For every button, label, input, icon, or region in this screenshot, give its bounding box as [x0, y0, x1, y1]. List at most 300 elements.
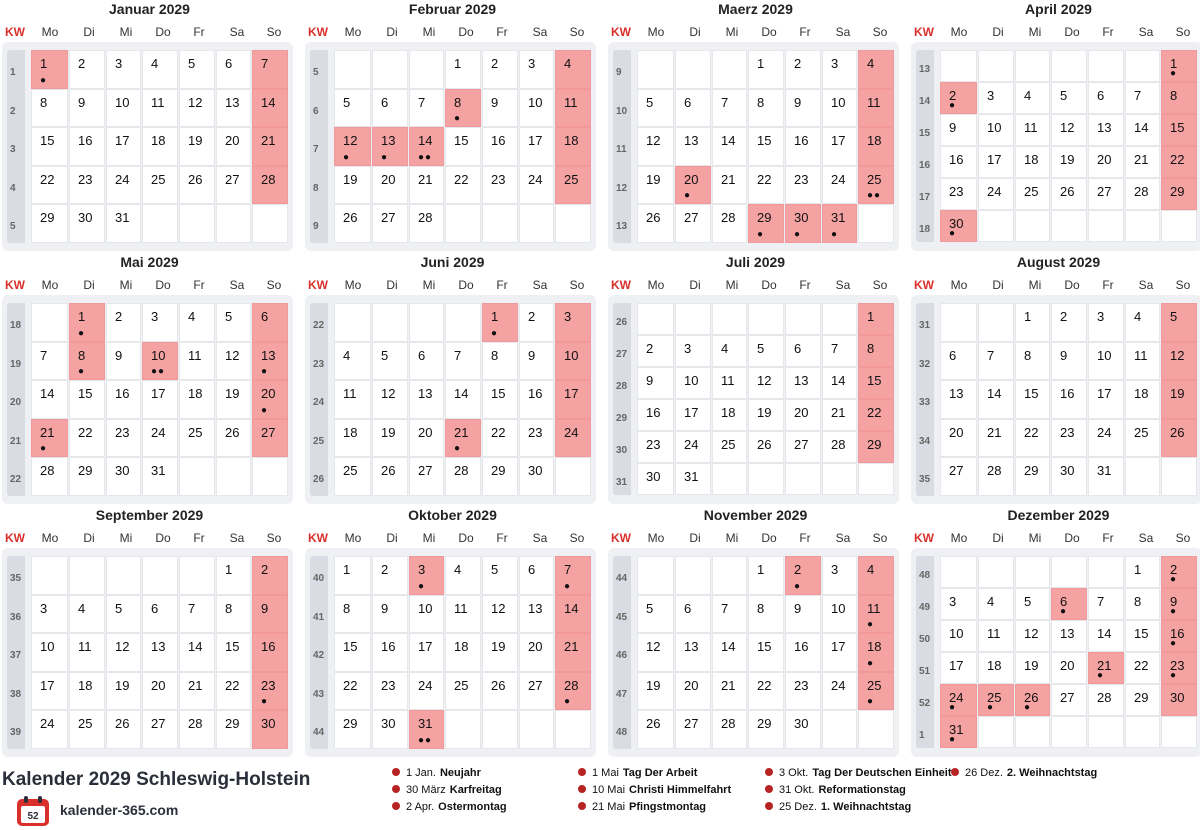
day-number: 15: [454, 133, 469, 148]
weekday-header: Di: [992, 25, 1004, 39]
holiday-dot-icon: ●: [1097, 670, 1105, 681]
day-cell: [675, 431, 711, 463]
week-number: 1: [10, 67, 16, 79]
day-cell: [216, 710, 251, 749]
day-number: 19: [188, 133, 203, 148]
holiday-dot-icon: ●: [1060, 606, 1068, 617]
week-number: 45: [616, 611, 628, 623]
day-number: 1: [454, 56, 462, 71]
day-number: 7: [454, 347, 462, 363]
day-cell: [1015, 716, 1050, 748]
day-number: 3: [528, 56, 536, 71]
day-cell: [637, 710, 674, 749]
week-number: 26: [313, 474, 325, 486]
day-number: 18: [867, 133, 882, 148]
holiday-dot-icon: ●: [454, 113, 462, 124]
weekday-header: Mi: [725, 25, 739, 39]
day-cell: [179, 127, 215, 166]
day-number: 2: [491, 56, 499, 71]
day-number: 2: [381, 562, 389, 577]
day-number: 22: [757, 171, 772, 187]
day-cell: [858, 633, 894, 672]
day-cell: [978, 178, 1014, 210]
day-cell: [142, 672, 178, 711]
day-cell: [252, 710, 288, 749]
day-cell: [1015, 556, 1050, 588]
week-number: 49: [919, 602, 931, 613]
day-number: 25: [151, 171, 166, 187]
day-cell: [555, 50, 591, 89]
day-cell: [69, 710, 105, 749]
legend-item: [765, 801, 911, 813]
day-number: 29: [867, 437, 882, 452]
day-cell: [372, 380, 408, 419]
day-cell: [940, 342, 977, 381]
day-number: 28: [188, 716, 203, 731]
day-cell: [1161, 178, 1197, 210]
week-number: 29: [616, 413, 628, 424]
day-cell: [978, 620, 1014, 652]
day-cell: [822, 431, 857, 463]
day-cell: [519, 342, 554, 381]
day-number: 1: [78, 309, 86, 324]
day-cell: [1161, 114, 1197, 146]
legend-date: 30 März: [406, 784, 446, 796]
day-number: 9: [949, 120, 957, 135]
week-number: 2: [10, 105, 16, 117]
day-number: 25: [343, 463, 358, 478]
kw-header: KW: [308, 278, 328, 292]
weekday-header: Mi: [422, 25, 436, 39]
day-number: 31: [115, 210, 130, 225]
day-cell: [1051, 716, 1087, 748]
legend-item: [578, 767, 697, 779]
day-number: 25: [721, 437, 736, 452]
day-number: 7: [1134, 88, 1142, 103]
weekday-header: Di: [83, 278, 95, 292]
weekday-header: Do: [458, 25, 474, 39]
day-number: 27: [151, 716, 166, 731]
day-cell: [858, 367, 894, 399]
day-cell: [409, 595, 444, 634]
day-number: 26: [1060, 184, 1075, 199]
month-9: [2, 506, 297, 759]
week-number: 24: [313, 397, 325, 409]
weekday-header: So: [872, 25, 888, 39]
day-number: 17: [564, 386, 579, 401]
holiday-dot-icon: ●: [1170, 606, 1178, 617]
day-number: 3: [418, 562, 426, 577]
day-cell: [675, 89, 711, 128]
day-cell: [1088, 210, 1124, 242]
day-number: 22: [1024, 424, 1039, 440]
day-cell: [106, 672, 141, 711]
day-cell: [1051, 380, 1087, 419]
day-number: 28: [987, 463, 1002, 478]
day-cell: [1051, 684, 1087, 716]
day-cell: [372, 166, 408, 205]
day-number: 17: [418, 639, 433, 654]
day-number: 28: [418, 210, 433, 225]
day-number: 19: [646, 171, 661, 187]
holiday-dot-icon: ●: [831, 228, 839, 240]
day-number: 30: [794, 716, 809, 731]
day-number: 10: [684, 373, 699, 388]
day-number: 21: [721, 677, 736, 693]
weekday-header: Di: [689, 531, 701, 545]
day-cell: [785, 595, 821, 634]
day-cell: [858, 595, 894, 634]
day-cell: [334, 50, 371, 89]
day-cell: [1051, 210, 1087, 242]
day-number: 26: [188, 171, 203, 187]
day-number: 23: [646, 437, 661, 452]
day-number: 2: [78, 56, 86, 71]
weekday-header: Mo: [950, 25, 968, 39]
day-cell: [748, 335, 784, 367]
month-8: [911, 253, 1200, 506]
day-number: 5: [115, 600, 123, 616]
day-cell: [142, 380, 178, 419]
day-cell: [445, 166, 481, 205]
day-cell: [372, 50, 408, 89]
week-number: 32: [919, 358, 931, 370]
day-number: 26: [1170, 424, 1185, 440]
day-cell: [409, 166, 444, 205]
month-title: Februar 2029: [408, 1, 497, 17]
day-cell: [1088, 82, 1124, 114]
day-cell: [216, 166, 251, 205]
day-cell: [748, 166, 784, 205]
day-number: 5: [646, 600, 654, 616]
day-number: 20: [225, 133, 240, 148]
day-number: 1: [1134, 562, 1142, 577]
day-cell: [555, 595, 591, 634]
weekday-header: So: [266, 25, 282, 39]
day-number: 30: [1170, 690, 1185, 705]
day-cell: [31, 672, 68, 711]
weekday-header: Fr: [1102, 278, 1114, 292]
day-number: 17: [831, 639, 846, 654]
kw-header: KW: [308, 25, 328, 39]
day-number: 25: [867, 677, 882, 693]
week-number: 25: [313, 435, 325, 447]
holiday-dot-icon: ●: [564, 580, 572, 592]
day-number: 28: [1134, 184, 1149, 199]
weekday-header: Di: [386, 25, 398, 39]
day-number: 3: [949, 594, 957, 609]
day-cell: [1015, 114, 1050, 146]
day-cell: [142, 556, 178, 595]
day-number: 26: [1024, 690, 1039, 705]
day-cell: [555, 380, 591, 419]
day-cell: [216, 89, 251, 128]
day-number: 30: [528, 463, 543, 478]
day-cell: [555, 457, 591, 496]
week-number: 48: [919, 570, 931, 581]
page-title: Kalender 2029 Schleswig-Holstein: [2, 769, 311, 790]
day-number: 15: [491, 386, 506, 401]
day-cell: [1051, 620, 1087, 652]
day-number: 20: [684, 171, 699, 187]
holiday-dot-icon: ●: [867, 657, 875, 669]
legend-item: [765, 784, 906, 796]
legend-holiday-name: Tag Der Deutschen Einheit: [812, 767, 952, 779]
day-number: 3: [115, 56, 123, 71]
weekday-header: Fr: [799, 25, 811, 39]
day-number: 20: [949, 424, 964, 440]
day-cell: [252, 127, 288, 166]
day-cell: [445, 457, 481, 496]
weekday-header: So: [1175, 531, 1191, 545]
day-number: 15: [1024, 386, 1039, 401]
day-number: 31: [151, 463, 166, 478]
legend-holiday-name: Neujahr: [439, 767, 481, 779]
day-cell: [940, 684, 977, 716]
day-number: 11: [721, 373, 735, 388]
day-cell: [978, 652, 1014, 684]
weekday-header: Fr: [1102, 25, 1114, 39]
day-cell: [1161, 380, 1197, 419]
day-number: 24: [564, 424, 579, 440]
day-cell: [637, 166, 674, 205]
day-number: 6: [225, 56, 233, 71]
kw-header: KW: [914, 278, 934, 292]
day-cell: [785, 431, 821, 463]
day-cell: [822, 127, 857, 166]
day-number: 13: [528, 600, 543, 616]
day-number: 13: [225, 94, 240, 110]
day-number: 17: [151, 386, 166, 401]
holiday-dot-icon: ●: [564, 696, 572, 707]
day-number: 3: [987, 88, 995, 103]
day-cell: [858, 166, 894, 205]
week-number: 20: [10, 397, 22, 409]
day-number: 2: [261, 562, 269, 577]
week-number: 35: [919, 474, 931, 486]
week-number: 9: [616, 67, 622, 79]
bullet-icon: [578, 785, 586, 793]
day-cell: [482, 50, 518, 89]
day-number: 25: [188, 424, 203, 440]
day-number: 29: [40, 210, 55, 225]
day-cell: [1015, 419, 1050, 458]
day-cell: [1161, 210, 1197, 242]
day-number: 3: [1097, 309, 1105, 324]
day-cell: [31, 380, 68, 419]
holiday-dot-icon: ●: [949, 228, 957, 239]
day-cell: [142, 457, 178, 496]
week-number: 23: [313, 358, 325, 370]
week-number: 43: [313, 688, 325, 700]
day-cell: [179, 50, 215, 89]
week-number: 13: [616, 221, 628, 233]
day-cell: [179, 89, 215, 128]
day-cell: [482, 89, 518, 128]
day-number: 15: [225, 639, 240, 654]
day-number: 13: [261, 347, 276, 363]
day-cell: [372, 89, 408, 128]
day-number: 13: [381, 133, 396, 148]
day-cell: [31, 127, 68, 166]
day-cell: [216, 303, 251, 342]
weekday-header: Do: [155, 25, 171, 39]
month-panel: [608, 42, 899, 251]
day-number: 13: [794, 373, 809, 388]
day-number: 21: [1097, 658, 1112, 673]
weekday-header: Sa: [835, 25, 851, 39]
day-cell: [69, 419, 105, 458]
weekday-header: Mo: [41, 531, 59, 545]
day-number: 23: [78, 171, 93, 187]
day-number: 18: [721, 405, 736, 420]
day-number: 17: [831, 133, 846, 148]
day-cell: [519, 89, 554, 128]
day-cell: [712, 399, 747, 431]
week-number: 38: [10, 688, 22, 700]
day-number: 29: [757, 716, 772, 731]
day-cell: [106, 127, 141, 166]
day-number: 30: [78, 210, 93, 225]
day-number: 10: [831, 600, 846, 616]
holiday-dot-icon: ●: [1170, 670, 1178, 681]
week-number: 41: [313, 611, 325, 623]
day-number: 9: [528, 347, 536, 363]
day-number: 8: [867, 341, 875, 356]
day-cell: [1051, 652, 1087, 684]
day-cell: [142, 342, 178, 381]
day-number: 14: [188, 639, 203, 654]
day-number: 20: [381, 171, 396, 187]
day-cell: [978, 556, 1014, 588]
day-number: 20: [151, 677, 166, 693]
day-number: 4: [1134, 309, 1142, 324]
day-cell: [785, 204, 821, 243]
kw-column: [613, 303, 631, 495]
day-number: 11: [1024, 120, 1038, 135]
day-cell: [712, 127, 747, 166]
day-cell: [334, 710, 371, 749]
legend-holiday-name: Ostermontag: [438, 801, 507, 813]
day-cell: [748, 204, 784, 243]
day-number: 2: [794, 562, 802, 577]
day-cell: [978, 419, 1014, 458]
day-cell: [179, 204, 215, 243]
weekday-header: Mo: [344, 278, 362, 292]
day-number: 23: [115, 424, 130, 440]
day-cell: [179, 457, 215, 496]
day-number: 18: [867, 639, 882, 654]
weekday-header: Mo: [647, 25, 665, 39]
day-cell: [482, 419, 518, 458]
day-number: 5: [188, 56, 196, 71]
day-cell: [748, 463, 784, 495]
weekday-header: Di: [83, 531, 95, 545]
day-cell: [1125, 50, 1160, 82]
bullet-icon: [578, 768, 586, 776]
month-title: November 2029: [703, 507, 808, 523]
bullet-icon: [392, 785, 400, 793]
day-cell: [978, 82, 1014, 114]
day-cell: [216, 127, 251, 166]
day-cell: [978, 457, 1014, 496]
day-number: 12: [1060, 120, 1075, 135]
day-cell: [712, 710, 747, 749]
day-number: 27: [1060, 690, 1075, 705]
legend-item: [951, 767, 1097, 779]
day-cell: [334, 303, 371, 342]
day-cell: [106, 457, 141, 496]
day-number: 14: [721, 133, 736, 148]
kw-column: [916, 50, 934, 242]
day-cell: [940, 652, 977, 684]
day-cell: [748, 127, 784, 166]
day-cell: [978, 210, 1014, 242]
day-number: 8: [454, 94, 462, 110]
day-cell: [675, 204, 711, 243]
day-cell: [858, 89, 894, 128]
day-cell: [1161, 419, 1197, 458]
day-cell: [409, 633, 444, 672]
day-number: 11: [867, 600, 881, 616]
day-cell: [69, 50, 105, 89]
day-cell: [1088, 684, 1124, 716]
day-number: 24: [831, 677, 846, 693]
day-number: 20: [418, 424, 433, 440]
day-number: 22: [40, 171, 55, 187]
week-number: 9: [313, 221, 319, 233]
day-cell: [940, 114, 977, 146]
day-number: 30: [794, 210, 809, 225]
legend-date: 25 Dez.: [779, 801, 817, 813]
day-number: 11: [1134, 347, 1148, 363]
weekday-header: Fr: [193, 531, 205, 545]
kw-header: KW: [611, 25, 631, 39]
day-number: 24: [40, 716, 55, 731]
day-cell: [978, 50, 1014, 82]
legend-item: [578, 784, 731, 796]
day-cell: [748, 672, 784, 711]
day-number: 12: [757, 373, 772, 388]
day-cell: [748, 399, 784, 431]
day-number: 19: [1060, 152, 1075, 167]
day-number: 8: [1170, 88, 1178, 103]
day-cell: [69, 457, 105, 496]
day-cell: [1051, 178, 1087, 210]
day-number: 18: [1134, 386, 1149, 401]
week-number: 39: [10, 727, 22, 739]
day-number: 23: [491, 171, 506, 187]
day-number: 27: [381, 210, 396, 225]
day-cell: [142, 50, 178, 89]
day-cell: [858, 303, 894, 335]
day-number: 30: [1060, 463, 1075, 478]
day-cell: [1051, 457, 1087, 496]
day-number: 17: [115, 133, 130, 148]
week-number: 12: [616, 182, 628, 194]
day-cell: [712, 50, 747, 89]
day-number: 13: [949, 386, 964, 401]
week-number: 18: [10, 320, 22, 332]
day-number: 6: [794, 341, 802, 356]
day-cell: [675, 672, 711, 711]
day-cell: [1088, 457, 1124, 496]
weekday-header: Mo: [950, 531, 968, 545]
day-number: 25: [867, 171, 882, 187]
day-cell: [445, 633, 481, 672]
day-number: 17: [1097, 386, 1112, 401]
day-cell: [69, 303, 105, 342]
